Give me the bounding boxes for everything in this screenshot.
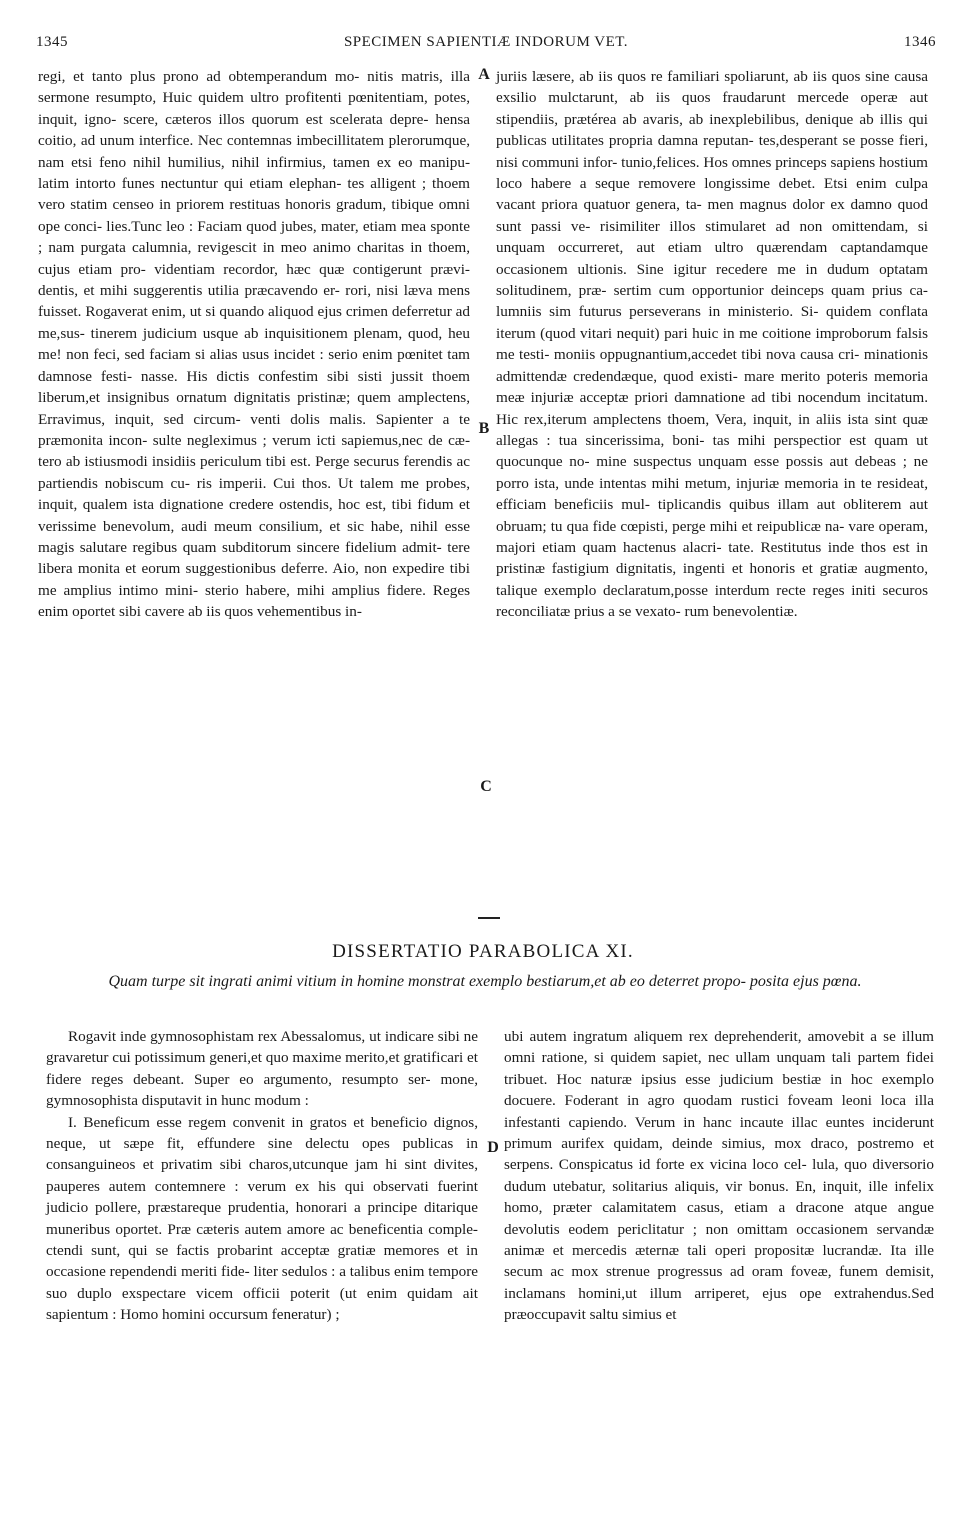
margin-marker-a: A — [478, 66, 490, 83]
margin-marker-b: B — [478, 420, 490, 437]
margin-marker-c: C — [480, 778, 492, 795]
section-divider — [478, 917, 500, 919]
margin-marker-d: D — [487, 1139, 499, 1156]
paragraph: I. Beneficum esse regem convenit in gratos et beneficio dignos, neque, ut sæpe fit, effundere sine delectu opes publicas in consanguineos et privatim sibi charos,utcunque jam hi sint divites, pauperes autem contemnere : verum ex his qui observati fuerint judicio pollere, præstareque prudentia, honorari a principe ditarique muneribus oportet. Præ cæteris autem amore ac beneficentia comple- ctendi sunt, qui se factis probarint acceptæ gratiæ memores et in occasione rependendi meriti fide- liter sedulos : a talibus enim tempore suo duplo exspectare vicem officii poterit (ut enim quidam ait sapientum : Homo homini occursum feneratur) ; — [46, 1113, 478, 1324]
paragraph: regi, et tanto plus prono ad obtemperandum mo- nitis matris, illa sermone resumpto, Huic quidem ultro profitenti pœnitentiam, potes, inquit, igno- scere, cæteros illos quorum est scelerata depre- hensa coitio, ad unum interfice. Nec contemnas imbecillitatem plerorumque, nam etsi feno nihil humilius, nihil infirmius, tamen ex eo manipu- latim intorto funes nectuntur qui etiam elephan- tes alligent ; thoem vero statim censeo in priorem restituas honoris gradum, tibique omni ope conci- lies.Tunc leo : Faciam quod jubes, mater, etiam mea sponte ; nam purgata calumnia, revigescit in meo animo charitas in thoem, cujus etiam pro- videntiam recordor, hæc quæ contigerunt prævi- dentis, et mihi suggerentis utilia præcavendo er- rori, nisi læva mens fuisset. Rogaverat enim, ut si quando aliquod ejus crimen deferretur ad me,sus- tinerem judicium usque ab inquisitionem plenam, quod, heu me! non feci, sed faciam si alias usus incidet : serio enim pœnitet tam damnose festi- nasse. His dictis confestim sibi sisti jussit thoem liberum,et insignibus ornatum dignitatis pristinæ; quem amplectens, Erravimus, inquit, sed circum- venti dolis malis. Sapienter a te præmonita incon- sulte negleximus ; verum icti sapiemus,nec de cæ- tero ab istiusmodi insidiis periculum tibi est. Perge securus ferendis ac partiendis nobiscum cu- ris imperii. Cui thos. Ut talem me probes, inquit, qualem ista dignatione credere ostendis, hoc est, tibi fidum et verissime benevolum, audi meum consilium, et sic habe, nihil esse magis salutare regibus quam subditorum sincere fidelium admit- tere libera monita et eorum suggestionibus deferre. Aio, non expedire tibi me amplius intimo mini- sterio habere, mihi amplius fidere. Reges enim oportet sibi cavere ab iis quos vehementibus in- — [38, 68, 470, 621]
column-top-left — [38, 66, 470, 623]
paragraph: ubi autem ingratum aliquem rex deprehenderit, amovebit a se illum omni ratione, si quidem sapiet, nec ullam unquam tali partem fidei tribuet. Hoc naturæ ipsius esse judicium bestiæ in hoc exemplo docuere. Foderant in agro quodam rustici foveam leoni loca illa infestanti capiendo. Verum in hanc incaute illac euntes inciderunt primum aurifex quidam, deinde simius, mox draco, postremo et serpens. Conspicatus id forte ex vicina loco cel- lula, quo diversorio dudum utebatur, solitarius aliquis, vir bonus. En, inquit, ille infelix homo, præter calamitatem casus, etiam a dracone atque angue devolutis eodem periclitatur ; non omittam occasionem servandæ animæ et mercedis æternæ tali operi propositæ lucrandæ. Ita ille secum ac mox strenue progressus ad oram foveæ, funem demisit, inclamans homini,ut illum arriperet, ejus ope extrahendus.Sed præoccupavit saltu simius et — [504, 1028, 934, 1324]
section-subtitle: Quam turpe sit ingrati animi vitium in homine monstrat exemplo bestiarum,et ab eo deterret propo- posita ejus pœna. — [108, 973, 862, 990]
paragraph: Rogavit inde gymnosophistam rex Abessalomus, ut indicare sibi ne gravaretur cui potissimum generi,et quo maxime merito,et gratificari et fidere reges debeant. Super eo argumento, resumpto ser- mone, gymnosophista disputavit in hunc modum : — [46, 1028, 478, 1110]
column-bottom-right — [504, 1026, 934, 1326]
page-number-left: 1345 — [36, 34, 68, 50]
paragraph: juriis læsere, ab iis quos re familiari spoliarunt, ab iis quos sine causa exsilio mulctarunt, ab iis quos fraudarunt mercede operæ aut stipendiis, prætérea ab avaris, ab inexplebilibus, denique ab illis qui publicas utilitates propria damna reputan- tes,desperant se posse fieri, nisi communi infor- tunio,felices. Hos omnes princeps sapiens hostium loco habere a seque removere longissime debet. Etsi enim culpa vacant priora quatuor genera, ta- men magnus dolor ex damno quod sunt passi ve- risimiliter illos stimularet ad non omittendam, si unquam occurreret, aut etiam ultro quærendam captandamque occasionem ultionis. Sine igitur recedere me in dudum optatam solitudinem, præ- sertim cum opportunior deinceps quam prius ca- lumniis sim futurus perseverans in ministerio. Si- quidem conflata iterum (quod vitari nequit) pari huic in me coitione improborum falsis me testi- moniis oppugnantium,accedet tibi nova causa cri- minationis admittendæ credendæque, quod existi- mare merito poteris memoria meæ injuriæ acceptæ priori damnatione ad tibi nocendum incitatum. Hic rex,iterum amplectens thoem, Vera, inquit, in aliis ista sint quæ allegas : tua sincerissima, boni- tas mihi perspectior est quam ut quocunque no- mine suspectus unquam esse possis aut debeas ; ne porro ista, unde intentas mihi metum, injuriæ memoria in te resideat, efficiam beneficiis mul- tiplicandis quibus illam aut obliterem aut obruam; tu qua fide cœpisti, perge mihi et reipublicæ na- vare operam, majori etiam quam hactenus alacri- tate. Restitutus inde thos est in pristinæ fastigium dignitatis, ingenti et honoris et gratiæ augmento, talique exemplo declaratum,posse interdum recte reges initi securos reconciliatæ prius a se vexato- rum benevolentiæ. — [496, 68, 928, 621]
section-title: DISSERTATIO PARABOLICA XI. — [332, 941, 634, 962]
running-header — [36, 34, 936, 56]
running-title: SPECIMEN SAPIENTIÆ INDORUM VET. — [343, 34, 629, 50]
column-top-right — [496, 66, 928, 623]
column-bottom-left — [46, 1026, 478, 1326]
page-number-right: 1346 — [904, 34, 936, 50]
